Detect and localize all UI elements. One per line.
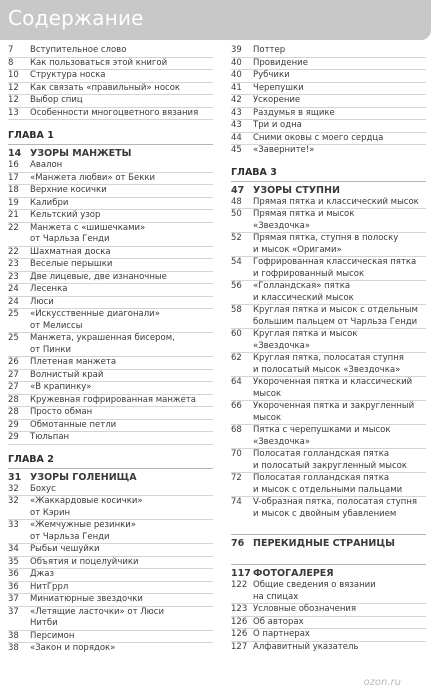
toc-entry (8, 95, 213, 108)
page-number: 10 (8, 70, 19, 80)
page-number: 31 (8, 471, 22, 483)
toc-entry (8, 544, 213, 557)
toc-entry (231, 58, 426, 71)
toc-entry-continuation (231, 365, 426, 378)
toc-entry (8, 607, 213, 619)
chapter-1-section (8, 144, 213, 445)
page-number: 25 (8, 309, 19, 319)
page-number: 27 (8, 382, 19, 392)
entry-title: от Чарльза Генди (30, 234, 110, 244)
entry-title: и мысок с отдельными пальцами (253, 484, 403, 495)
toc-entry (231, 209, 426, 221)
page-number: 127 (231, 641, 248, 652)
toc-entry (231, 329, 426, 341)
page-number: 36 (8, 569, 19, 579)
toc-entry-continuation (231, 245, 426, 258)
page-number: 47 (231, 184, 245, 196)
toc-entry (8, 297, 213, 310)
flip-pages-section (231, 534, 426, 550)
entry-title: Особенности многоцветного вязания (30, 107, 199, 118)
page-number: 35 (8, 556, 19, 567)
toc-entry (8, 382, 213, 395)
entry-title: «Жемчужные резинки» (30, 520, 136, 530)
page-number: 50 (231, 209, 242, 219)
entry-title: Рубчики (253, 70, 290, 80)
entry-title: Раздумья в ящике (253, 107, 335, 118)
entry-title: Джаз (30, 569, 55, 579)
page-number: 122 (231, 580, 248, 590)
page-number: 24 (8, 284, 19, 294)
page-number (231, 245, 253, 257)
watermark: ozon.ru (363, 677, 401, 688)
page-number: 24 (8, 296, 19, 307)
entry-title: мысок (253, 412, 282, 423)
entry-title: «Закон и порядок» (30, 643, 116, 653)
entry-title: Миниатюрные звездочки (30, 594, 143, 604)
toc-entry (231, 401, 426, 413)
toc-entry (8, 496, 213, 508)
page-number (231, 293, 253, 305)
section-title: ФОТОГАЛЕРЕЯ (253, 568, 334, 579)
section-title: ПЕРЕКИДНЫЕ СТРАНИЦЫ (253, 538, 395, 549)
entry-title: Прямая пятка и классический мысок (253, 196, 419, 207)
page-number (231, 413, 253, 425)
toc-entry (8, 557, 213, 570)
page-number: 29 (8, 432, 19, 442)
section-heading (231, 537, 426, 550)
toc-entry (8, 185, 213, 198)
toc-entry (8, 370, 213, 383)
toc-entry (8, 631, 213, 644)
page-number: 22 (8, 246, 19, 257)
entry-title: Укороченная пятка и классический (253, 377, 413, 387)
page-number (8, 234, 30, 246)
entry-title: «Голландская» пятка (253, 281, 351, 291)
page-number (231, 341, 253, 353)
page-number: 117 (231, 568, 251, 579)
page-number: 34 (8, 544, 19, 554)
chapter-2-label: ГЛАВА 2 (8, 453, 54, 465)
entry-title: и полосатый мысок «Звездочка» (253, 364, 401, 375)
toc-entry (8, 643, 213, 655)
contents-header (0, 0, 431, 40)
entry-title: и гофрированный мысок (253, 268, 365, 279)
toc-entry-continuation (8, 321, 213, 334)
page-number: 39 (231, 45, 242, 55)
page-number: 48 (231, 196, 242, 207)
page-number: 7 (8, 45, 14, 55)
toc-entry (231, 353, 426, 365)
toc-entry (231, 629, 426, 642)
toc-entry (8, 309, 213, 321)
entry-title: Круглая пятка, полосатая ступня (253, 353, 404, 363)
page-number: 72 (231, 473, 242, 483)
section-title: УЗОРЫ ГОЛЕНИЩА (30, 471, 137, 483)
entry-title: Люси (30, 296, 54, 307)
chapter-3-label: ГЛАВА 3 (231, 166, 277, 178)
entry-title: на спицах (253, 591, 299, 602)
page-number (231, 221, 253, 233)
toc-entry (8, 272, 213, 285)
entry-title: Три и одна (253, 120, 302, 130)
page-number: 22 (8, 222, 19, 233)
page-number: 36 (8, 581, 19, 592)
page-number (8, 508, 30, 520)
entry-title: Полосатая голландская пятка (253, 473, 390, 483)
toc-entry (231, 45, 426, 58)
toc-right-column (231, 45, 426, 653)
gallery-section (231, 564, 426, 653)
entry-title: Тюльпан (30, 432, 70, 442)
toc-entry (231, 257, 426, 269)
page-number: 62 (231, 353, 242, 363)
entry-title: Манжета, украшенная бисером, (30, 333, 175, 343)
toc-entry (231, 580, 426, 592)
entry-title: мысок (253, 388, 282, 399)
page-number: 38 (8, 630, 19, 641)
toc-entry (8, 484, 213, 497)
continued-list (231, 45, 426, 157)
entry-title: Нитби (30, 618, 58, 628)
entry-title: Авалон (30, 160, 63, 170)
toc-entry-continuation (231, 269, 426, 282)
entry-title: Прямая пятка, ступня в полоску (253, 233, 399, 243)
toc-entry (8, 45, 213, 58)
entry-title: Укороченная пятка и закругленный (253, 401, 415, 411)
toc-entry (8, 70, 213, 83)
toc-entry (8, 594, 213, 607)
section-heading (8, 471, 213, 484)
page-title: Содержание (8, 6, 144, 30)
entry-title: Гофрированная классическая пятка (253, 257, 417, 267)
toc-entry-continuation (8, 345, 213, 358)
entry-title: Об авторах (253, 616, 304, 627)
entry-title: от Кэрин (30, 507, 71, 518)
section-title: УЗОРЫ МАНЖЕТЫ (30, 148, 132, 159)
page-number: 33 (8, 520, 19, 530)
page-number: 16 (8, 160, 19, 170)
page-number: 76 (231, 538, 245, 549)
page-number: 44 (231, 132, 242, 143)
toc-entry (231, 133, 426, 146)
page-number: 74 (231, 497, 242, 507)
page-number: 58 (231, 305, 242, 315)
entry-title: Обмотанные петли (30, 419, 117, 430)
page-number: 64 (231, 377, 242, 387)
page-number (231, 437, 253, 449)
entry-title: «Звездочка» (253, 340, 311, 351)
entry-title: Кружевная гофрированная манжета (30, 394, 196, 405)
toc-entry (231, 120, 426, 133)
toc-entry-continuation (231, 221, 426, 234)
toc-entry (8, 198, 213, 211)
entry-title: Поттер (253, 45, 286, 55)
entry-title: Бохус (30, 483, 56, 494)
entry-title: Полосатая голландская пятка (253, 449, 390, 459)
toc-entry (231, 197, 426, 210)
entry-title: от Чарльза Генди (30, 531, 110, 542)
entry-title: и классический мысок (253, 292, 354, 303)
page-number: 45 (231, 145, 242, 155)
section-heading (231, 184, 426, 197)
toc-entry (231, 281, 426, 293)
entry-title: «Звездочка» (253, 220, 311, 231)
entry-title: Структура носка (30, 70, 106, 80)
entry-title: О партнерах (253, 629, 310, 639)
entry-title: Пятка с черепушками и мысок (253, 425, 391, 435)
entry-title: Плетеная манжета (30, 357, 117, 367)
section-heading (231, 567, 426, 580)
page-number (231, 389, 253, 401)
toc-entry-continuation (231, 437, 426, 450)
entry-title: Рыбьи чешуйки (30, 544, 100, 554)
toc-entry (231, 642, 426, 654)
entry-title: Лесенка (30, 284, 68, 294)
toc-entry-continuation (231, 341, 426, 354)
toc-entry-continuation (231, 509, 426, 521)
toc-entry (8, 83, 213, 96)
toc-entry-continuation (231, 413, 426, 426)
entry-title: V-образная пятка, полосатая ступня (253, 497, 418, 507)
page-number: 56 (231, 281, 242, 291)
toc-entry (8, 407, 213, 420)
page-number: 68 (231, 425, 242, 435)
entry-title: «Искусственные диагонали» (30, 309, 160, 319)
entry-title: Черепушки (253, 82, 304, 93)
toc-entry (231, 425, 426, 437)
toc-entry (8, 395, 213, 408)
toc-entry-continuation (231, 592, 426, 605)
page-number: 23 (8, 259, 19, 269)
page-number (8, 345, 30, 357)
page-number: 43 (231, 120, 242, 130)
toc-entry (8, 284, 213, 297)
entry-title: «Звездочка» (253, 436, 311, 447)
toc-entry-continuation (231, 317, 426, 330)
chapter-1-label: ГЛАВА 1 (8, 130, 54, 141)
toc-entry (231, 617, 426, 630)
toc-entry (8, 247, 213, 260)
entry-title: Как связать «правильный» носок (30, 82, 181, 93)
page-number: 12 (8, 82, 19, 93)
toc-entry-continuation (231, 293, 426, 306)
page-number (231, 461, 253, 473)
entry-title: большим пальцем от Чарльза Генди (253, 316, 418, 327)
toc-entry-continuation (8, 532, 213, 545)
entry-title: Две лицевые, две изнаночные (30, 271, 167, 282)
entry-title: Общие сведения о вязании (253, 580, 376, 590)
page-number: 13 (8, 107, 19, 118)
page-number: 66 (231, 401, 242, 411)
toc-entry (231, 604, 426, 617)
chapter-2-section (8, 468, 213, 655)
page-number: 42 (231, 95, 242, 105)
toc-entry (8, 569, 213, 582)
entry-title: и мысок с двойным убавлением (253, 508, 397, 519)
page-number (8, 321, 30, 333)
page-number: 70 (231, 449, 242, 459)
entry-title: Веселые перышки (30, 259, 113, 269)
toc-entry-continuation (231, 461, 426, 474)
page-number: 18 (8, 185, 19, 195)
entry-title: Верхние косички (30, 185, 107, 195)
toc-entry (231, 449, 426, 461)
toc-entry-continuation (8, 508, 213, 521)
entry-title: Провидение (253, 57, 308, 68)
page-number: 60 (231, 329, 242, 339)
entry-title: «Заверните!» (253, 145, 315, 155)
entry-title: Прямая пятка и мысок (253, 209, 355, 219)
entry-title: Волнистый край (30, 369, 104, 380)
toc-entry (231, 377, 426, 389)
page-number: 28 (8, 394, 19, 405)
toc-entry-continuation (8, 234, 213, 247)
page-number: 38 (8, 643, 19, 653)
page-number (231, 317, 253, 329)
entry-title: Сними оковы с моего сердца (253, 132, 384, 143)
toc-entry (8, 223, 213, 235)
entry-title: Калибри (30, 197, 69, 208)
page-number: 126 (231, 629, 248, 639)
toc-entry (8, 160, 213, 173)
page-number: 123 (231, 604, 248, 614)
entry-title: «В крапинку» (30, 382, 92, 392)
toc-entry (8, 333, 213, 345)
entry-title: Круглая пятка и мысок с отдельным (253, 305, 418, 315)
entry-title: Как пользоваться этой книгой (30, 57, 168, 68)
page-number: 126 (231, 616, 248, 627)
page-number (8, 618, 30, 630)
toc-entry (231, 145, 426, 157)
entry-title: Выбор спиц (30, 95, 83, 105)
toc-entry (231, 233, 426, 245)
entry-title: Манжета с «шишечками» (30, 222, 146, 233)
page-number: 19 (8, 197, 19, 208)
toc-entry-continuation (231, 389, 426, 402)
entry-title: «Манжета любви» от Бекки (30, 172, 156, 183)
entry-title: НитГррл (30, 581, 69, 592)
page-number: 37 (8, 594, 19, 604)
page-number: 17 (8, 172, 19, 183)
toc-entry (8, 173, 213, 186)
page-number: 40 (231, 70, 242, 80)
toc-entry (8, 420, 213, 433)
entry-title: Вступительное слово (30, 45, 127, 55)
section-heading (8, 147, 213, 160)
section-title: УЗОРЫ СТУПНИ (253, 184, 340, 196)
page-number: 23 (8, 271, 19, 282)
toc-entry (8, 58, 213, 71)
page-number (231, 365, 253, 377)
toc-entry (231, 70, 426, 83)
intro-list (8, 45, 213, 120)
toc-entry (231, 497, 426, 509)
page-number: 21 (8, 210, 19, 220)
chapter-3-section (231, 181, 426, 521)
toc-entry (231, 83, 426, 96)
entry-title: Объятия и поцелуйчики (30, 556, 139, 567)
entry-title: «Летящие ласточки» от Люси (30, 606, 164, 617)
page-number: 54 (231, 257, 242, 267)
page-number (231, 509, 253, 521)
entry-title: Кельтский узор (30, 210, 101, 220)
entry-title: Просто обман (30, 407, 93, 417)
entry-title: Условные обозначения (253, 604, 357, 614)
page-number (231, 269, 253, 281)
entry-title: и полосатый закругленный мысок (253, 460, 407, 471)
page-number (231, 485, 253, 497)
page-number: 32 (8, 483, 19, 494)
toc-entry (8, 432, 213, 445)
entry-title: Круглая пятка и мысок (253, 329, 358, 339)
page-number: 32 (8, 496, 19, 506)
page-number: 26 (8, 357, 19, 367)
toc-entry (8, 520, 213, 532)
page-number: 8 (8, 57, 14, 68)
entry-title: и мысок «Оригами» (253, 244, 342, 255)
entry-title: Персимон (30, 630, 75, 641)
entry-title: «Жаккардовые косички» (30, 496, 143, 506)
entry-title: Шахматная доска (30, 246, 111, 257)
page-number: 27 (8, 369, 19, 380)
toc-entry (8, 210, 213, 223)
page-number: 14 (8, 148, 22, 159)
toc-entry (8, 357, 213, 370)
entry-title: Ускорение (253, 95, 301, 105)
entry-title: Алфавитный указатель (253, 641, 359, 652)
page-number: 28 (8, 407, 19, 417)
page-number: 37 (8, 606, 19, 617)
toc-entry (231, 305, 426, 317)
page-number: 41 (231, 82, 242, 93)
toc-entry (8, 582, 213, 595)
page-number: 12 (8, 95, 19, 105)
page-number: 25 (8, 333, 19, 343)
toc-entry (8, 108, 213, 121)
page-number: 40 (231, 57, 242, 68)
toc-entry (8, 259, 213, 272)
page-number (231, 592, 253, 604)
page-number: 43 (231, 107, 242, 118)
toc-left-column (8, 45, 213, 655)
page-number: 29 (8, 419, 19, 430)
toc-entry-continuation (231, 485, 426, 498)
toc-entry-continuation (8, 618, 213, 631)
entry-title: от Пинки (30, 344, 71, 355)
toc-entry (231, 108, 426, 121)
toc-entry (231, 95, 426, 108)
entry-title: от Мелиссы (30, 320, 83, 331)
page-number: 52 (231, 233, 242, 243)
toc-entry (231, 473, 426, 485)
page-number (8, 532, 30, 544)
